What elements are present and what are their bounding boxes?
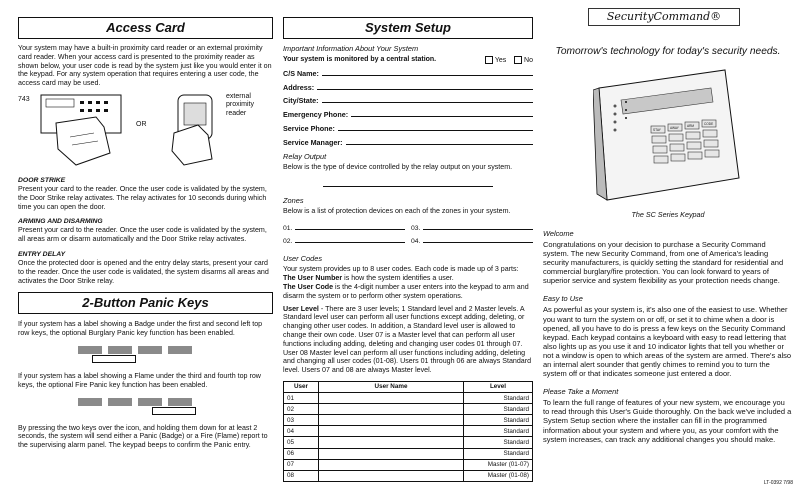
table-row: 04 Standard <box>284 426 533 437</box>
top-row-key <box>78 346 102 354</box>
level-column-header: Level <box>464 381 533 392</box>
top-row-key <box>108 398 132 406</box>
service-manager-field[interactable]: Service Manager: <box>283 133 533 147</box>
take-a-moment-text: To learn the full range of features of your new system, we encourage you to read through this User's Guide thoroughly. On the back we've included a System Setup section where the installer can fill in the programmed information about your system and where you, as your comfort with the system increases, can track any additional changes you should make. <box>543 398 792 444</box>
relay-device-field[interactable] <box>323 186 493 187</box>
door-strike-text: Present your card to the reader. Once the user code is validated by the system, the Door Strike relay activates. The relay activates for 10 seconds during which time you can open the door. <box>18 184 267 211</box>
hand-keypad-illustration <box>36 93 126 167</box>
badge-keys-illustration <box>18 344 273 364</box>
top-row-key <box>168 398 192 406</box>
panic-keys-title: 2-Button Panic Keys <box>18 292 273 314</box>
stay-key-label: STAY <box>653 128 661 132</box>
zone-03-field[interactable]: 03. <box>411 219 533 232</box>
code-key-label: CODE <box>704 122 714 126</box>
user-column-header: User <box>284 381 319 392</box>
user-level-paragraph: User Level - There are 3 user levels; 1 Standard level and 2 Master levels. A Standard level user can perform all user functions except adding, deleting, or changing other user codes. In addition, a Standard level user is allowed to change their own code. User 07 is a Master level that can perform all user functions including adding, deleting and changing user codes 01 through 07. User 08 Master level can perform all user functions including adding, deleting and changing all user codes (01-08). Users 01 through 06 are always Standard level. Users 07 and 08 are always Master level. <box>283 304 532 375</box>
yes-label: Yes <box>494 56 507 64</box>
zone-04-field[interactable]: 04. <box>411 232 533 245</box>
important-info-heading: Important Information About Your System <box>283 44 419 53</box>
footer-code: LT-0392 7/98 <box>763 480 793 486</box>
entry-delay-text: Once the protected door is opened and the entry delay starts, present your card to the reader. Once the user code is validated, the system disarms all areas and activates the Door Strike relay. <box>18 258 269 285</box>
top-row-key <box>138 346 162 354</box>
user-name-cell[interactable] <box>319 470 464 481</box>
user-code-paragraph: The User Code is the 4-digit number a user enters into the keypad to arm and disarm the system or to perform other system operations. <box>283 282 529 300</box>
table-row: 08 Master (01-08) <box>284 470 533 481</box>
table-row: 02 Standard <box>284 404 533 415</box>
zones-list <box>283 219 533 245</box>
yes-checkbox[interactable] <box>485 56 493 64</box>
user-name-cell[interactable] <box>319 415 464 426</box>
easy-to-use-text: As powerful as your system is, it's also one of the easiest to use. Whether you want to turn the system on or off, or set it to chime when a door is opened, all you have to do is press a few keys on the Security Command keypad. Each keypad contains a keyboard with easy to read lettering that also lights up as you use it and 10 indicator lights that tell you whether or not a window is open to which areas of the system are armed. There's also an internal alert sounder that gently chimes to remind you to turn the system off or that indicates someone just entered a door. <box>543 305 792 379</box>
cs-name-field[interactable]: C/S Name: <box>283 64 533 78</box>
zone-01-field[interactable]: 01. <box>283 219 405 232</box>
table-row: 05 Standard <box>284 437 533 448</box>
top-row-key <box>108 346 132 354</box>
badge-icon <box>92 355 136 363</box>
welcome-column <box>543 0 793 492</box>
proximity-reader-illustration <box>168 93 228 167</box>
access-card-column <box>18 0 273 492</box>
user-number-paragraph: The User Number is how the system identifies a user. <box>283 274 454 283</box>
flame-icon <box>152 407 196 415</box>
welcome-heading: Welcome <box>543 229 574 238</box>
system-setup-title: System Setup <box>283 17 533 39</box>
setup-fields <box>283 64 533 147</box>
access-card-title: Access Card <box>18 17 273 39</box>
user-name-cell[interactable] <box>319 448 464 459</box>
no-label: No <box>524 56 533 64</box>
arming-text: Present your card to the reader. Once the user code is validated by the system, all areas arm or disarm automatically and the Door Strike relay activates. <box>18 226 267 244</box>
security-command-logo: SecurityCommand® <box>588 8 740 26</box>
user-codes-intro: Your system provides up to 8 user codes. Each code is made up of 3 parts: <box>283 265 519 274</box>
zones-heading: Zones <box>283 195 304 205</box>
tagline: Tomorrow's technology for today's security needs. <box>555 46 781 57</box>
city-state-field[interactable]: City/State: <box>283 92 533 106</box>
monitored-text: Your system is monitored by a central station. <box>283 56 437 63</box>
access-card-intro: Your system may have a built-in proximity card reader or an external proximity card reader. When your access card is presented to the proximity reader as shown below, your user code is read by the system just like you would enter it on the keypad. For any system operation that requires entering a user code, the access card may be used. <box>18 44 272 88</box>
user-codes-heading: User Codes <box>283 254 323 264</box>
door-strike-heading: DOOR STRIKE <box>18 176 66 184</box>
zones-text: Below is a list of protection devices on each of the zones in your system. <box>283 206 511 215</box>
user-name-cell[interactable] <box>319 404 464 415</box>
panic-press-text: By pressing the two keys over the icon, and holding them down for at least 2 seconds, the system will send either a Panic (Badge) or a Fire (Flame) report to the supervising alarm panel. The keypad beeps to confirm the Panic entry. <box>18 423 268 450</box>
top-row-key <box>168 346 192 354</box>
service-phone-field[interactable]: Service Phone: <box>283 119 533 133</box>
arming-heading: ARMING AND DISARMING <box>18 218 103 226</box>
no-checkbox[interactable] <box>514 56 522 64</box>
address-field[interactable]: Address: <box>283 78 533 92</box>
or-label: OR <box>136 120 147 128</box>
relay-output-text: Below is the type of device controlled by the relay output on your system. <box>283 162 513 171</box>
user-codes-table <box>283 381 533 482</box>
away-key-label: AWAY <box>670 126 679 130</box>
keypad-model-label: 743 <box>18 95 30 103</box>
take-a-moment-heading: Please Take a Moment <box>543 387 619 397</box>
table-row: 07 Master (01-07) <box>284 459 533 470</box>
arm-key-label: ARM <box>687 124 695 128</box>
zone-02-field[interactable]: 02. <box>283 232 405 245</box>
relay-output-heading: Relay Output <box>283 151 327 161</box>
monitored-row <box>283 56 533 64</box>
table-row: 03 Standard <box>284 415 533 426</box>
external-reader-label: external proximity reader <box>226 92 255 117</box>
access-card-figure <box>18 93 273 169</box>
user-name-cell[interactable] <box>319 437 464 448</box>
table-header-row <box>284 381 533 392</box>
table-row: 06 Standard <box>284 448 533 459</box>
easy-to-use-heading: Easy to Use <box>543 294 583 304</box>
top-row-key <box>138 398 162 406</box>
emergency-phone-field[interactable]: Emergency Phone: <box>283 105 533 119</box>
badge-panic-text: If your system has a label showing a Badge under the first and second left top row keys, the optional Burglary Panic key function has been enabled. <box>18 320 263 338</box>
flame-keys-illustration <box>18 396 273 416</box>
top-row-key <box>78 398 102 406</box>
user-name-cell[interactable] <box>319 426 464 437</box>
entry-delay-heading: ENTRY DELAY <box>18 250 66 258</box>
user-name-column-header: User Name <box>319 381 464 392</box>
system-setup-column <box>283 0 533 492</box>
welcome-text: Congratulations on your decision to purchase a Security Command system. The new Security Command, from one of America's leading security manufacturers, is quickly setting the standard for residential and commercial burglary/fire protection. You can look forward to years of superior service and system flexibility as your protection needs change. <box>543 240 784 286</box>
keypad-caption: The SC Series Keypad <box>631 210 705 219</box>
keypad-illustration <box>593 66 743 204</box>
user-name-cell[interactable] <box>319 459 464 470</box>
table-row: 01 Standard <box>284 393 533 404</box>
flame-panic-text: If your system has a label showing a Flame under the third and fourth top row keys, the optional Fire Panic key function has been enabled. <box>18 371 261 389</box>
user-name-cell[interactable] <box>319 393 464 404</box>
